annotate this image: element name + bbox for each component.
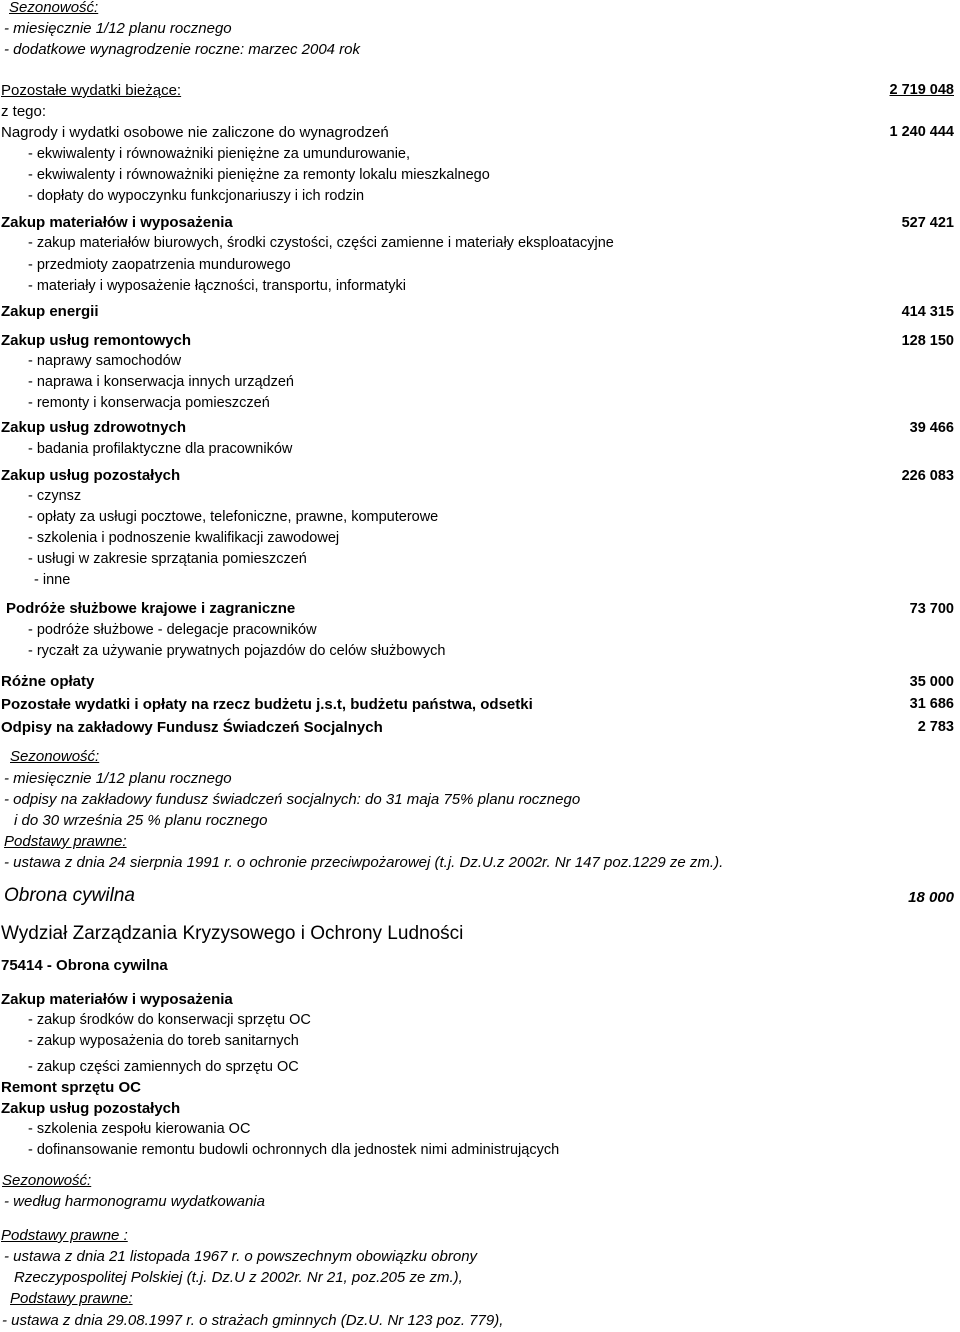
podroze-item: - ryczałt za używanie prywatnych pojazdów do celów służbowych [28,643,446,659]
podstawy-prawne-item: - ustawa z dnia 21 listopada 1967 r. o powszechnym obowiązku obrony [4,1248,478,1265]
zakup-pozost-item: - usługi w zakresie sprzątania pomieszczeń [28,551,307,567]
wydzial-title: Wydział Zarządzania Kryzysowego i Ochrony Ludności [1,923,464,944]
wydzial-uslugi-title: Zakup usług pozostałych [1,1100,181,1117]
wydzial-section: 75414 - Obrona cywilna [1,957,168,974]
wydzial-zakup-title: Zakup materiałów i wyposażenia [1,991,233,1008]
podstawy-prawne-label: Podstawy prawne: [4,833,127,850]
wydzial-uslugi-item: - dofinansowanie remontu budowli ochronnych dla jednostek nimi administrujących [28,1142,560,1158]
podstawy-prawne-label: Podstawy prawne : [1,1227,128,1244]
z-tego-label: z tego: [1,103,47,120]
pozostale-title: Pozostałe wydatki bieżące: [1,82,182,99]
podstawy-prawne-item: - ustawa z dnia 24 sierpnia 1991 r. o ochronie przeciwpożarowej (t.j. Dz.U.z 2002r. Nr 147 poz.1229 ze zm.). [4,854,724,871]
pozostale-oplaty-title: Pozostałe wydatki i opłaty na rzecz budżetu j.s.t, budżetu państwa, odsetki [1,696,533,713]
zakup-pozost-item: - szkolenia i podnoszenie kwalifikacji zawodowej [28,530,340,546]
wydzial-zakup-item: - zakup wyposażenia do toreb sanitarnych [28,1033,299,1049]
podstawy-prawne-label: Podstawy prawne: [10,1290,133,1307]
wydzial-zakup-item: - zakup środków do konserwacji sprzętu OC [28,1012,311,1028]
zakup-remont-item: - naprawy samochodów [28,353,182,369]
zakup-remont-item: - remonty i konserwacja pomieszczeń [28,395,270,411]
zakup-pozost-item: - inne [34,572,71,588]
zakup-pozost-title: Zakup usług pozostałych [1,467,181,484]
rozne-value: 35 000 [909,674,954,690]
sezonowosc-label: Sezonowość: [2,1172,92,1189]
zakup-energii-title: Zakup energii [1,303,99,320]
zakup-pozost-item: - opłaty za usługi pocztowe, telefoniczne, prawne, komputerowe [28,509,439,525]
sezonowosc-label: Sezonowość: [10,748,100,765]
nagrody-item: - ekwiwalenty i równoważniki pieniężne za remonty lokalu mieszkalnego [28,167,490,183]
nagrody-item: - ekwiwalenty i równoważniki pieniężne za umundurowanie, [28,146,411,162]
zakup-materialow-value: 527 421 [901,215,954,231]
podroze-item: - podróże służbowe - delegacje pracowników [28,622,317,638]
sezonowosc-item: - miesięcznie 1/12 planu rocznego [4,20,232,37]
podroze-value: 73 700 [909,601,954,617]
obrona-value: 18 000 [908,889,954,906]
zakup-remont-value: 128 150 [901,333,954,349]
nagrody-item: - dopłaty do wypoczynku funkcjonariuszy i ich rodzin [28,188,365,204]
obrona-title: Obrona cywilna [4,885,135,906]
sezonowosc-item: i do 30 września 25 % planu rocznego [14,812,268,829]
wydzial-uslugi-item: - szkolenia zespołu kierowania OC [28,1121,251,1137]
nagrody-value: 1 240 444 [889,124,954,140]
sezonowosc-item: - według harmonogramu wydatkowania [4,1193,265,1210]
wydzial-zakup-item: - zakup części zamiennych do sprzętu OC [28,1059,299,1075]
zakup-materialow-item: - zakup materiałów biurowych, środki czystości, części zamienne i materiały eksploatacyjne [28,235,614,251]
zakup-materialow-title: Zakup materiałów i wyposażenia [1,214,233,231]
zakup-pozost-value: 226 083 [901,468,954,484]
wydzial-remont-title: Remont sprzętu OC [1,1079,142,1096]
zakup-materialow-item: - przedmioty zaopatrzenia mundurowego [28,257,291,273]
nagrody-title: Nagrody i wydatki osobowe nie zaliczone do wynagrodzeń [1,124,389,141]
zakup-energii-value: 414 315 [901,304,954,320]
podstawy-prawne-item: Rzeczypospolitej Polskiej (t.j. Dz.U z 2002r. Nr 21, poz.205 ze zm.), [14,1269,463,1286]
zakup-materialow-item: - materiały i wyposażenie łączności, transportu, informatyki [28,278,406,294]
pozostale-oplaty-value: 31 686 [909,696,954,712]
sezonowosc-item: - miesięcznie 1/12 planu rocznego [4,770,232,787]
odpisy-title: Odpisy na zakładowy Fundusz Świadczeń Socjalnych [1,719,383,736]
zakup-remont-item: - naprawa i konserwacja innych urządzeń [28,374,294,390]
zakup-remont-title: Zakup usług remontowych [1,332,192,349]
zakup-pozost-item: - czynsz [28,488,82,504]
sezonowosc-item: - odpisy na zakładowy fundusz świadczeń socjalnych: do 31 maja 75% planu rocznego [4,791,581,808]
zakup-zdrow-value: 39 466 [909,420,954,436]
rozne-title: Różne opłaty [1,673,95,690]
zakup-zdrow-title: Zakup usług zdrowotnych [1,419,187,436]
sezonowosc-item: - dodatkowe wynagrodzenie roczne: marzec 2004 rok [4,41,361,58]
odpisy-value: 2 783 [917,719,954,735]
pozostale-total: 2 719 048 [889,82,954,98]
sezonowosc-label: Sezonowość: [9,0,99,16]
podstawy-prawne-item: - ustawa z dnia 29.08.1997 r. o strażach gminnych (Dz.U. Nr 123 poz. 779), [2,1312,504,1329]
podroze-title: Podróże służbowe krajowe i zagraniczne [6,600,296,617]
zakup-zdrow-item: - badania profilaktyczne dla pracowników [28,441,293,457]
